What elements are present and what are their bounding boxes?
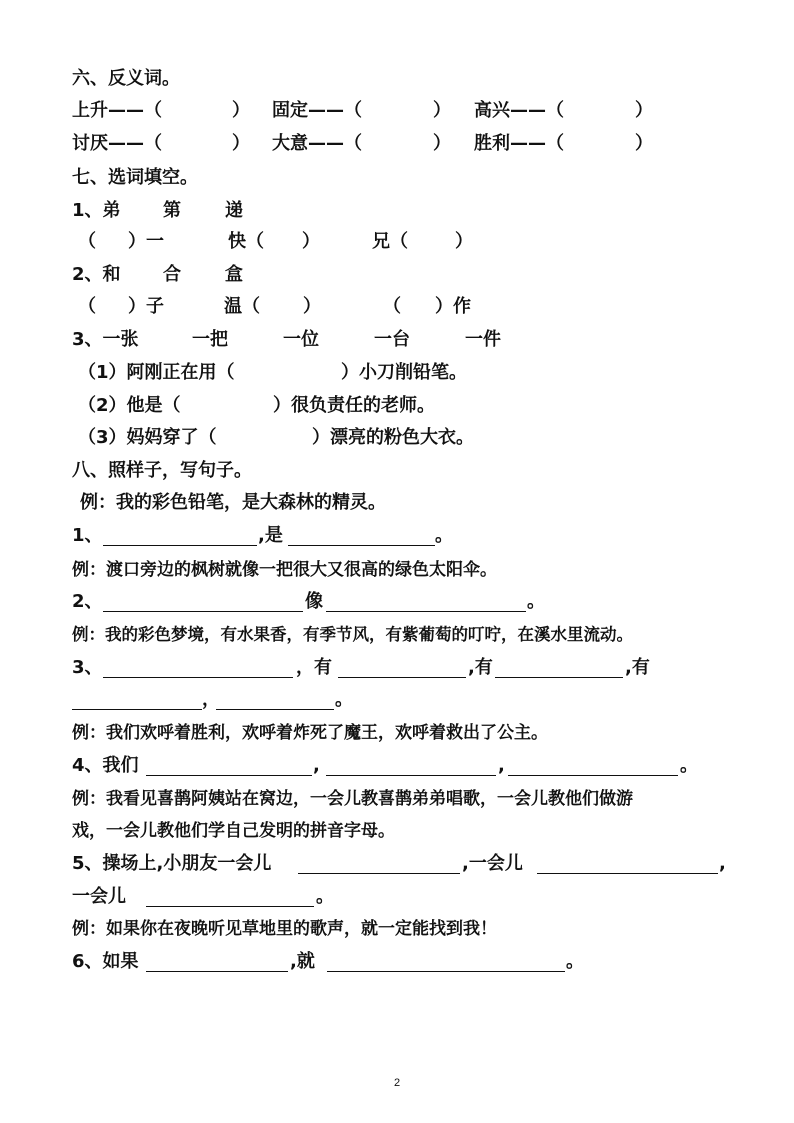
page-number: 2 — [393, 1077, 401, 1089]
fill-sentence: ）很负责任的老师。 — [273, 395, 435, 416]
fill-paren: ） — [455, 231, 473, 252]
question-number: 6、如果 — [72, 951, 139, 972]
fill-paren: 兄（ — [372, 231, 408, 252]
choice-word: 一把 — [192, 329, 228, 350]
period-text: 。 — [316, 886, 334, 907]
connector-text: , — [719, 853, 726, 874]
fill-paren: ） — [303, 296, 321, 317]
fill-paren: （ — [78, 231, 96, 252]
fill-paren: 温（ — [224, 296, 260, 317]
example-sentence: 戏，一会儿教他们学自己发明的拼音字母。 — [72, 821, 395, 841]
antonym-paren-close: ） — [232, 100, 250, 121]
example-sentence: 例：渡口旁边的枫树就像一把很大又很高的绿色太阳伞。 — [72, 560, 497, 580]
fill-paren: ）一 — [128, 231, 164, 252]
question-number: 2、 — [72, 591, 103, 612]
answer-blank[interactable] — [338, 657, 466, 678]
antonym-prompt: 讨厌——（ — [72, 133, 162, 154]
antonym-prompt: 高兴——（ — [474, 100, 564, 121]
answer-blank[interactable] — [72, 689, 202, 710]
antonym-paren-close: ） — [433, 100, 451, 121]
antonym-paren-close: ） — [635, 100, 653, 121]
question-number: 3、 — [72, 657, 103, 678]
example-sentence: 例：我看见喜鹊阿姨站在窝边，一会儿教喜鹊弟弟唱歌，一会儿教他们做游 — [72, 789, 633, 809]
answer-blank[interactable] — [326, 755, 496, 776]
connector-text: ， — [202, 689, 220, 710]
antonym-prompt: 大意——（ — [272, 133, 362, 154]
antonym-paren-close: ） — [232, 133, 250, 154]
answer-blank[interactable] — [103, 591, 303, 612]
fill-sentence: ）漂亮的粉色大衣。 — [312, 427, 474, 448]
choice-word: 合 — [163, 264, 181, 285]
antonym-paren-close: ） — [635, 133, 653, 154]
choice-word: 盒 — [225, 264, 243, 285]
choice-word: 2、和 — [72, 264, 121, 285]
question-number: 5、操场上,小朋友一会儿 — [72, 853, 272, 874]
section-6-heading: 六、反义词。 — [72, 68, 180, 89]
fill-paren: ）子 — [128, 296, 164, 317]
choice-word: 一件 — [465, 329, 501, 350]
connector-text: ,一会儿 — [462, 853, 523, 874]
connector-text: ,是 — [258, 525, 283, 546]
example-sentence: 例：如果你在夜晚听见草地里的歌声，就一定能找到我！ — [72, 919, 497, 939]
choice-word: 1、弟 — [72, 200, 121, 221]
connector-text: , — [498, 755, 505, 776]
answer-blank[interactable] — [327, 951, 565, 972]
period-text: 。 — [566, 951, 584, 972]
answer-blank[interactable] — [298, 853, 460, 874]
period-text: 。 — [435, 525, 453, 546]
fill-sentence: （1）阿刚正在用（ — [78, 362, 235, 383]
answer-blank[interactable] — [146, 951, 288, 972]
answer-blank[interactable] — [288, 525, 435, 546]
example-sentence: 例：我的彩色铅笔，是大森林的精灵。 — [80, 492, 386, 513]
fill-sentence: （3）妈妈穿了（ — [78, 427, 217, 448]
connector-text: ,有 — [468, 657, 493, 678]
connector-text: , — [313, 755, 320, 776]
fill-paren: （ — [78, 296, 96, 317]
choice-word: 一台 — [374, 329, 410, 350]
choice-word: 3、一张 — [72, 329, 139, 350]
antonym-paren-close: ） — [433, 133, 451, 154]
fill-paren: （ — [383, 296, 401, 317]
answer-blank[interactable] — [495, 657, 623, 678]
fill-paren: 快（ — [228, 231, 264, 252]
connector-text: ，有 — [296, 657, 332, 678]
fill-paren: ） — [302, 231, 320, 252]
period-text: 。 — [335, 689, 353, 710]
section-8-heading: 八、照样子，写句子。 — [72, 460, 252, 481]
connector-text: 一会儿 — [72, 886, 126, 907]
choice-word: 递 — [225, 200, 243, 221]
answer-blank[interactable] — [103, 525, 257, 546]
period-text: 。 — [527, 591, 545, 612]
connector-text: ,有 — [625, 657, 650, 678]
period-text: 。 — [680, 755, 698, 776]
antonym-prompt: 上升——（ — [72, 100, 162, 121]
antonym-prompt: 胜利——（ — [474, 133, 564, 154]
answer-blank[interactable] — [216, 689, 334, 710]
fill-paren: ）作 — [435, 296, 471, 317]
connector-text: 像 — [305, 591, 323, 612]
example-sentence: 例：我的彩色梦境，有水果香，有季节风，有紫葡萄的叮咛，在溪水里流动。 — [72, 625, 633, 644]
fill-sentence: （2）他是（ — [78, 395, 181, 416]
answer-blank[interactable] — [326, 591, 526, 612]
answer-blank[interactable] — [508, 755, 678, 776]
question-number: 1、 — [72, 525, 103, 546]
answer-blank[interactable] — [146, 886, 314, 907]
question-number: 4、我们 — [72, 755, 139, 776]
choice-word: 一位 — [283, 329, 319, 350]
fill-sentence: ）小刀削铅笔。 — [341, 362, 467, 383]
antonym-prompt: 固定——（ — [272, 100, 362, 121]
connector-text: ,就 — [290, 951, 315, 972]
answer-blank[interactable] — [146, 755, 312, 776]
choice-word: 第 — [163, 200, 181, 221]
answer-blank[interactable] — [103, 657, 293, 678]
section-7-heading: 七、选词填空。 — [72, 167, 198, 188]
example-sentence: 例：我们欢呼着胜利，欢呼着炸死了魔王，欢呼着救出了公主。 — [72, 723, 548, 743]
answer-blank[interactable] — [537, 853, 718, 874]
